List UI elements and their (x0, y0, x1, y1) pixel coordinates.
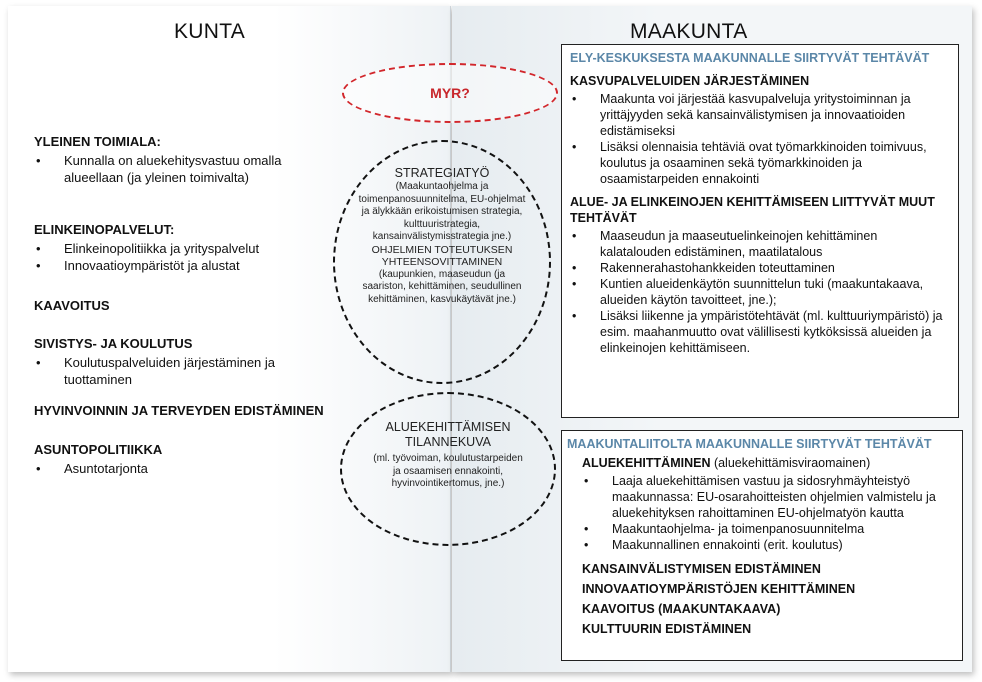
section-title: HYVINVOINNIN JA TERVEYDEN EDISTÄMINEN (34, 403, 324, 418)
caps-item: KANSAINVÄLISTYMISEN EDISTÄMINEN (582, 562, 821, 576)
section-title: SIVISTYS- JA KOULUTUS (34, 336, 193, 351)
left-section-zoning (34, 297, 110, 314)
list-item: • Lisäksi olennaisia tehtäviä ovat työmarkkinoiden toimivuus, koulutus ja osaaminen sekä työmarkkinoiden ja osaamistarpeiden ennakointi (570, 139, 950, 187)
section-heading (582, 455, 954, 471)
strategy-circle (333, 140, 551, 384)
section-title: ELINKEINOPALVELUT: (34, 222, 175, 237)
section-title: YLEINEN TOIMIALA: (34, 134, 161, 149)
section-note: (aluekehittämisviraomainen) (710, 456, 871, 470)
section-title: ASUNTOPOLITIIKKA (34, 442, 163, 457)
list-item: • Maaseudun ja maaseutuelinkeinojen kehittäminen kalatalouden edistäminen, maatilatalous (570, 228, 950, 260)
section-title: ALUEKEHITTÄMINEN (582, 456, 711, 470)
left-section-wellbeing (34, 402, 324, 419)
section-title: KASVUPALVELUIDEN JÄRJESTÄMINEN (570, 74, 810, 88)
situation-circle (340, 392, 556, 546)
list-item: • Koulutuspalveluiden järjestäminen ja tuottaminen (34, 354, 314, 388)
left-section-housing (34, 441, 314, 477)
list-item: • Rakennerahastohankkeiden toteuttaminen (570, 260, 950, 276)
strategy-description: (Maakuntaohjelma ja toimenpanosuunnitelma, EU-ohjelmat ja älykkään erikoistumisen strategia, kulttuuristrategia, kansainvälistymisstrategia jne.) (358, 181, 526, 242)
maakunta-heading: MAAKUNTA (630, 20, 748, 43)
box-title: MAAKUNTALIITOLTA MAAKUNNALLE SIIRTYVÄT TEHTÄVÄT (567, 437, 932, 451)
list-item: • Elinkeinopolitiikka ja yrityspalvelut (34, 240, 334, 257)
program-coordination-title: OHJELMIEN TOTEUTUKSEN YHTEENSOVITTAMINEN (371, 243, 513, 268)
program-coordination-description: (kaupunkien, maaseudun (ja saariston, kehittäminen, seudullinen kehittäminen, kasvukäytävät jne.) (362, 268, 522, 305)
section-title: KAAVOITUS (34, 298, 110, 313)
list-item: • Maakunta voi järjestää kasvupalveluja yritystoiminnan ja yrittäjyyden sekä kansainvälistymisen ja innovaatioiden edistämiseksi (570, 91, 950, 139)
list-item: • Innovaatioympäristöt ja alustat (34, 257, 334, 274)
list-item: • Laaja aluekehittämisen vastuu ja sidosryhmäyhteistyö maakunnassa: EU-osarahoitteisten ohjelmien valmistelu ja aluekehityksen rahoittaminen EU-ohjelmatyön kautta (582, 473, 954, 521)
strategy-title: STRATEGIATYÖ (394, 166, 490, 180)
left-section-general (34, 133, 314, 186)
situation-title: ALUEKEHITTÄMISEN TILANNEKUVA (385, 420, 511, 449)
list-item: • Asuntotarjonta (34, 460, 314, 477)
caps-item: INNOVAATIOYMPÄRISTÖJEN KEHITTÄMINEN (582, 582, 856, 596)
left-section-education (34, 335, 314, 388)
list-item: • Lisäksi liikenne ja ympäristötehtävät (ml. kulttuuriympäristö) ja esim. maahanmuutto ovat välillisesti kytköksissä alueiden ja elinkeinojen kehittämiseen. (570, 308, 950, 356)
caps-item: KAAVOITUS (MAAKUNTAKAAVA) (582, 602, 781, 616)
list-item: • Kunnalla on aluekehitysvastuu omalla alueellaan (ja yleinen toimivalta) (34, 152, 314, 186)
caps-list (582, 559, 954, 639)
box-title: ELY-KESKUKSESTA MAAKUNNALLE SIIRTYVÄT TEHTÄVÄT (570, 51, 930, 65)
left-section-business (34, 221, 334, 274)
list-item: • Maakuntaohjelma- ja toimenpanosuunnitelma (582, 521, 954, 537)
list-item: • Kuntien alueidenkäytön suunnittelun tuki (maakuntakaava, alueiden käytön tavoitteet, jne.); (570, 276, 950, 308)
ely-tasks-box (561, 44, 959, 418)
list-item: • Maakunnallinen ennakointi (erit. koulutus) (582, 537, 954, 553)
myr-ellipse (342, 63, 558, 123)
myr-label: MYR? (430, 85, 470, 101)
situation-description: (ml. työvoiman, koulutustarpeiden ja osaamisen ennakointi, hyvinvointikertomus, jne.) (373, 453, 523, 489)
section-title: ALUE- JA ELINKEINOJEN KEHITTÄMISEEN LIITTYVÄT MUUT TEHTÄVÄT (570, 195, 935, 225)
caps-item: KULTTUURIN EDISTÄMINEN (582, 622, 752, 636)
regional-council-tasks-box (561, 430, 963, 661)
kunta-heading: KUNTA (174, 20, 246, 43)
